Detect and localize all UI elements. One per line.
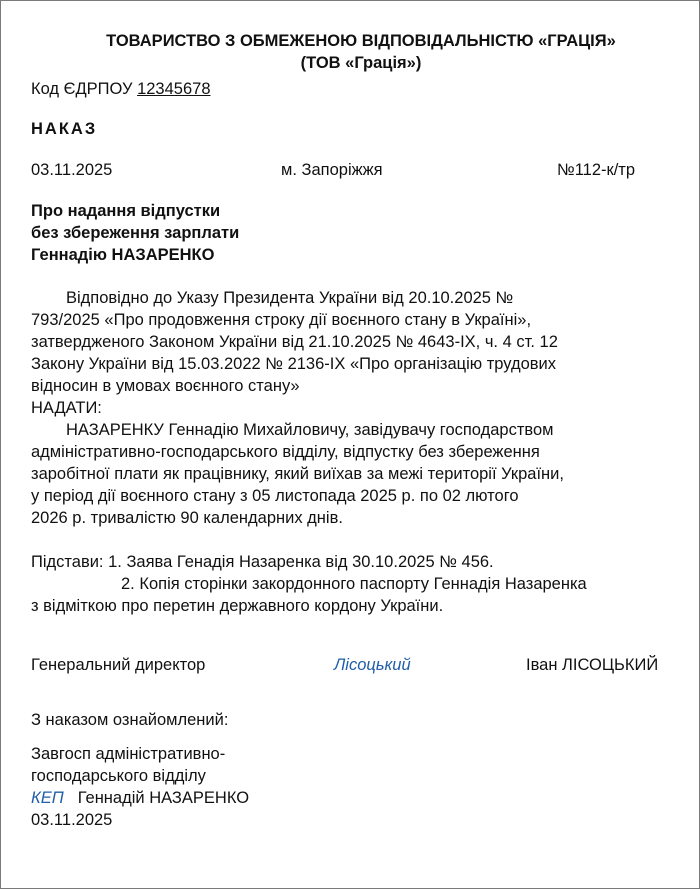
body-line: адміністративно-господарського відділу, відпустку без збереження <box>31 443 540 461</box>
subject-line: Про надання відпустки <box>31 202 221 220</box>
order-document <box>31 30 681 831</box>
order-date: 03.11.2025 <box>31 161 113 179</box>
order-meta <box>31 159 681 181</box>
grant-word: НАДАТИ: <box>31 399 102 417</box>
kep-signature: КЕП <box>31 789 64 807</box>
body-line: у період дії воєнного стану з 05 листопада 2025 р. по 02 лютого <box>31 487 519 505</box>
body-line: Закону України від 15.03.2022 № 2136-IX «Про організацію трудових <box>31 355 556 373</box>
basis-line: Підстави: 1. Заява Генадія Назаренка від 30.10.2025 № 456. <box>31 553 494 571</box>
subject-line: Геннадію НАЗАРЕНКО <box>31 246 215 264</box>
employee-role: господарського відділу <box>31 767 206 785</box>
body-line: НАЗАРЕНКУ Геннадію Михайловичу, завідувачу господарством <box>66 421 554 439</box>
employee-name: Геннадій НАЗАРЕНКО <box>77 789 250 807</box>
order-basis <box>31 551 681 617</box>
edrpou-label: Код ЄДРПОУ <box>31 80 138 98</box>
document-type: НАКАЗ <box>31 120 98 138</box>
company-full-name: ТОВАРИСТВО З ОБМЕЖЕНОЮ ВІДПОВІДАЛЬНІСТЮ «ГРАЦІЯ» <box>106 32 616 50</box>
signer-position: Генеральний директор <box>31 656 206 674</box>
basis-line: 2. Копія сторінки закордонного паспорту Геннадія Назаренка <box>121 575 587 593</box>
body-line: відносин в умовах воєнного стану» <box>31 377 300 395</box>
acknowledgement-date: 03.11.2025 <box>31 811 113 829</box>
order-body <box>31 287 681 529</box>
order-city: м. Запоріжжя <box>281 161 383 179</box>
basis-line: з відміткою про перетин державного кордону України. <box>31 597 444 615</box>
body-line: Відповідно до Указу Президента України від 20.10.2025 № <box>66 289 514 307</box>
order-subject <box>31 200 681 266</box>
acknowledgement-heading: З наказом ознайомлений: <box>31 711 229 729</box>
company-header <box>31 30 691 74</box>
body-line: заробітної плати як працівнику, який виїхав за межі території України, <box>31 465 564 483</box>
body-line: 793/2025 «Про продовження строку дії воєнного стану в Україні», <box>31 311 532 329</box>
employee-sign-line <box>31 787 681 809</box>
edrpou-line <box>31 78 681 100</box>
order-number: №112-к/тр <box>557 161 636 179</box>
body-line: 2026 р. тривалістю 90 календарних днів. <box>31 509 343 527</box>
employee-role: Завгосп адміністративно- <box>31 745 226 763</box>
signer-name: Іван ЛІСОЦЬКИЙ <box>526 656 659 674</box>
handwritten-signature: Лісоцький <box>334 656 411 674</box>
director-signature-row <box>31 652 681 676</box>
subject-line: без збереження зарплати <box>31 224 240 242</box>
acknowledgement-block <box>31 743 681 831</box>
body-line: затвердженого Законом України від 21.10.2025 № 4643-IX, ч. 4 ст. 12 <box>31 333 558 351</box>
company-short-name: (ТОВ «Грація») <box>300 54 422 72</box>
edrpou-code: 12345678 <box>137 80 211 98</box>
